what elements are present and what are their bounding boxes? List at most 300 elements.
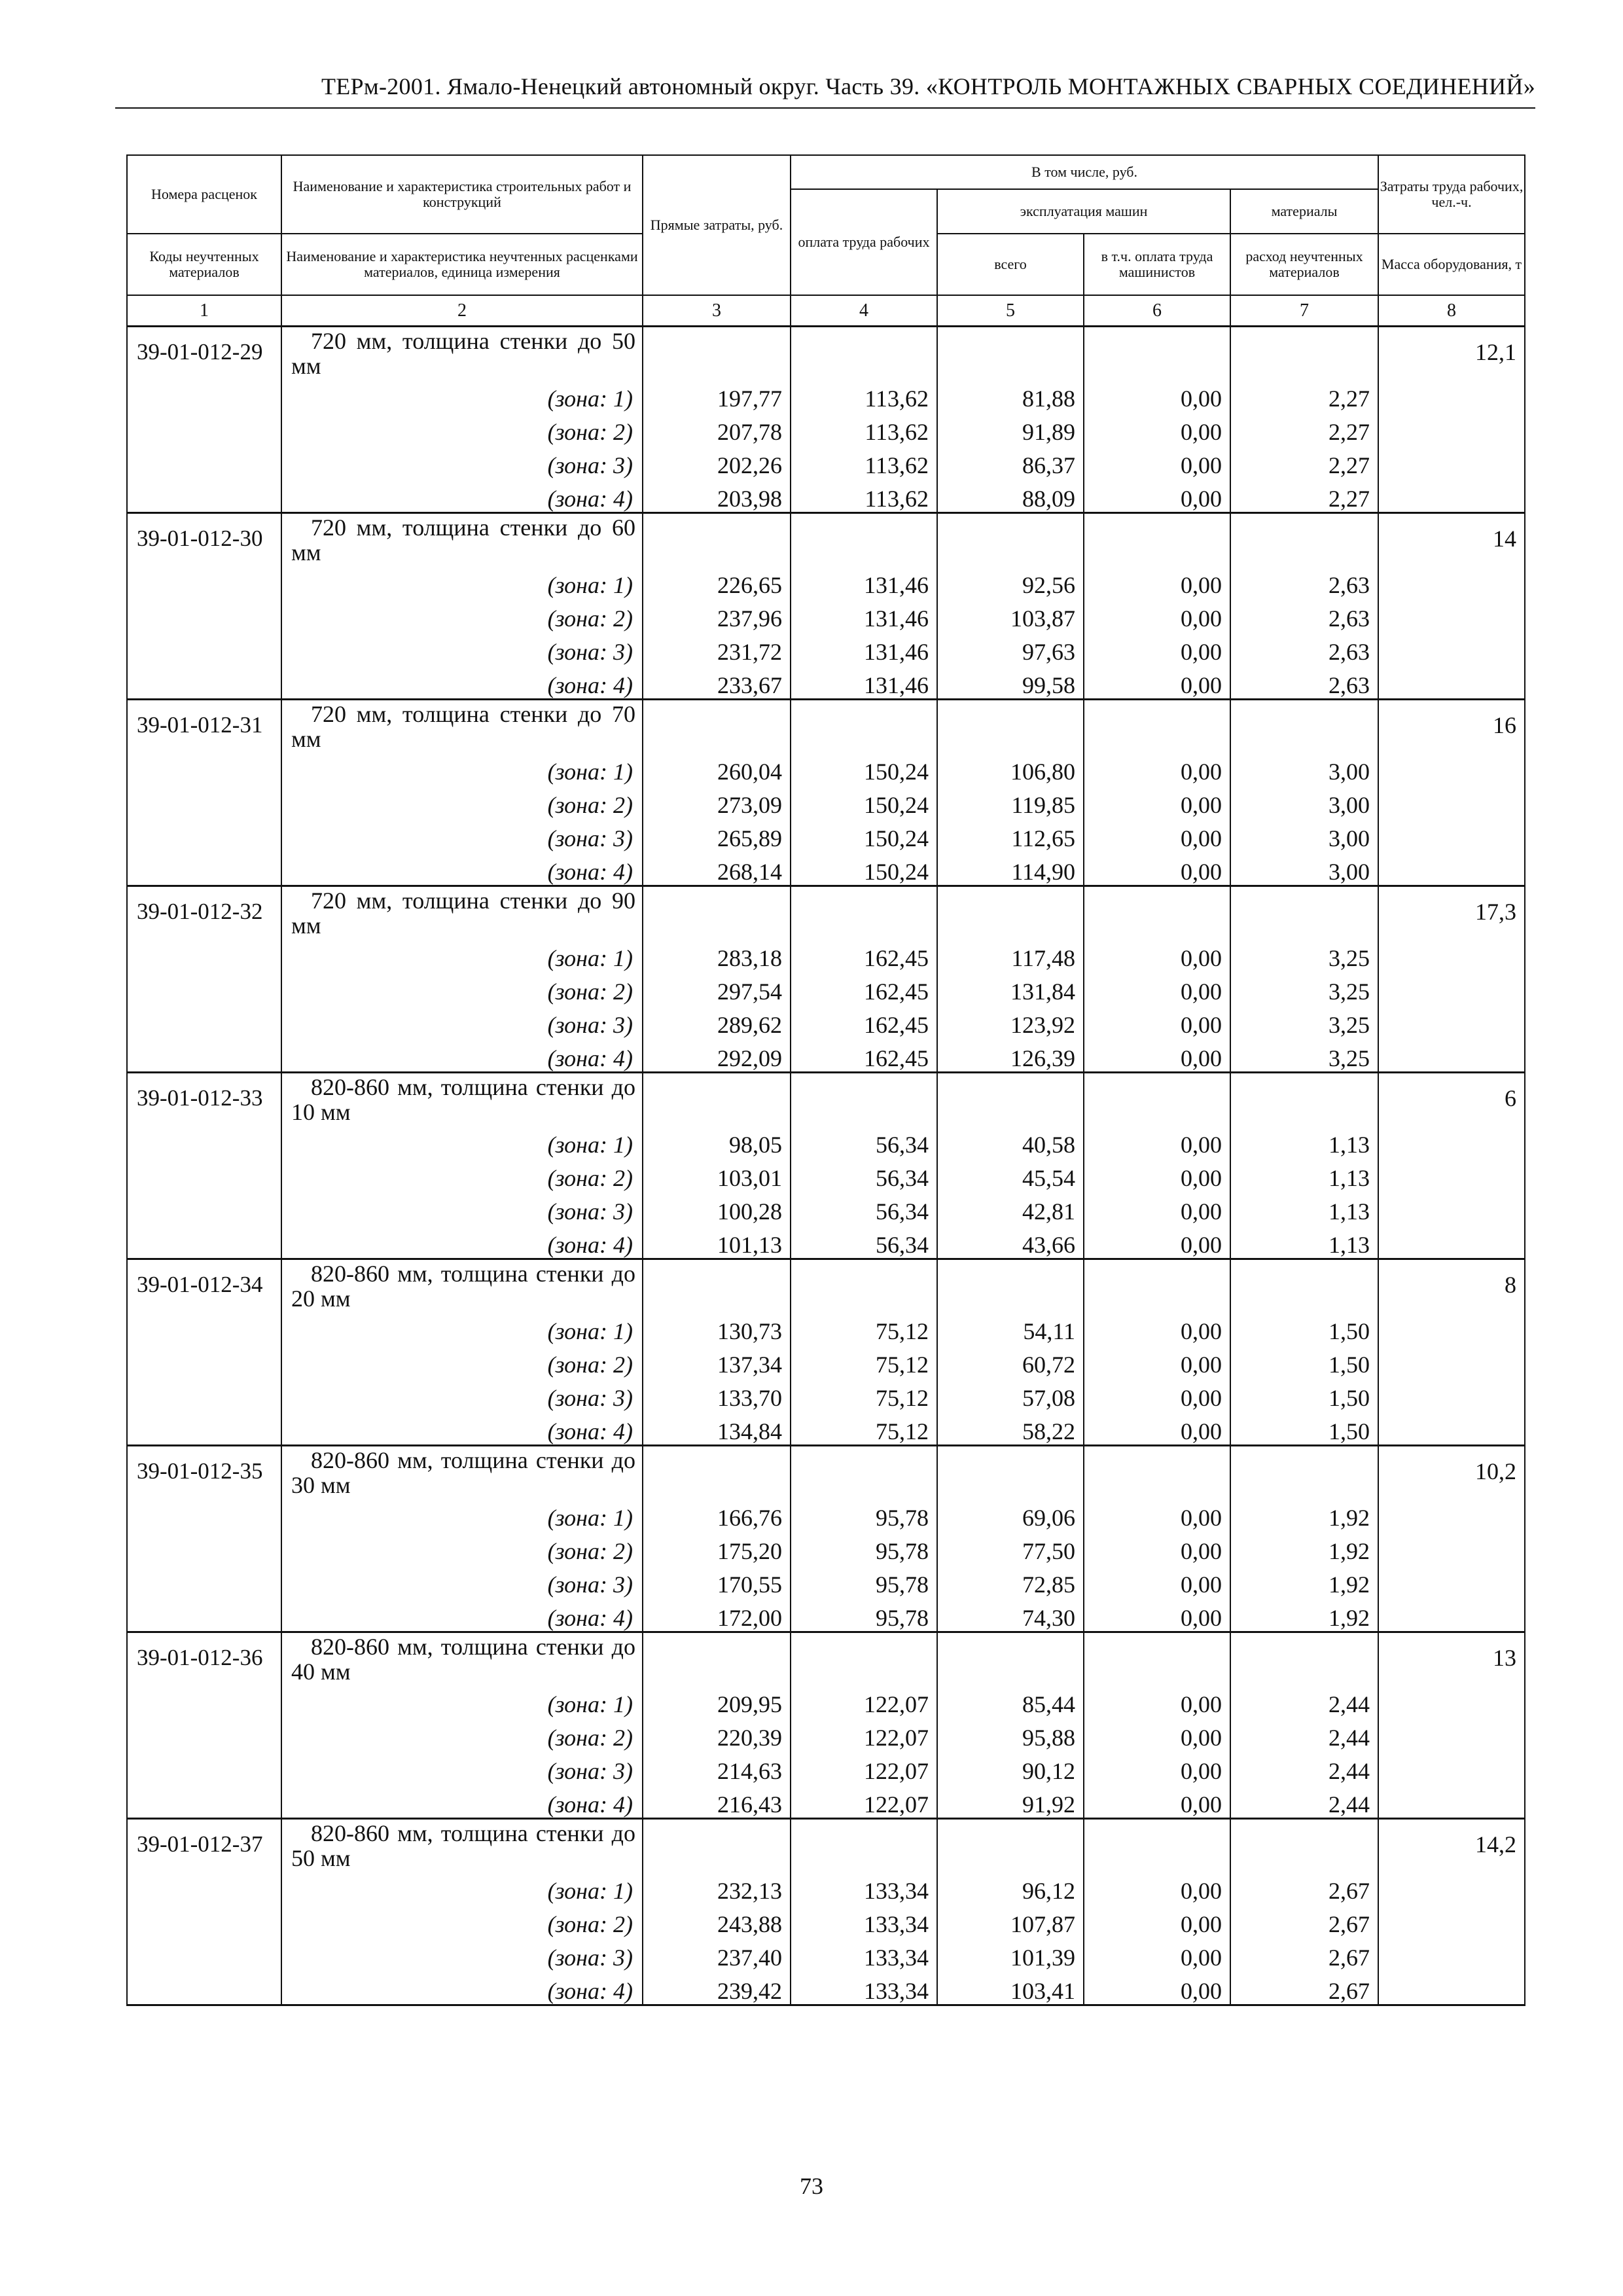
operators-wages: 0,00 [1084,1564,1230,1598]
machines-total: 126,39 [937,1038,1084,1073]
col3-header: Прямые затраты, руб. [643,155,791,295]
empty-cell [1230,1259,1378,1312]
zone-label: (зона: 2) [281,1717,643,1751]
zone-label: (зона: 4) [281,1598,643,1632]
equipment-mass: 13 [1378,1632,1525,1819]
operators-wages: 0,00 [1084,1784,1230,1819]
materials-cost: 2,27 [1230,378,1378,412]
labor-wages: 162,45 [791,1038,937,1073]
rate-name-line: 10 мм [291,1099,351,1125]
operators-wages: 0,00 [1084,1684,1230,1717]
operators-wages: 0,00 [1084,1598,1230,1632]
column-number: 2 [281,295,643,327]
labor-wages: 95,78 [791,1498,937,1531]
rate-name-line: мм [291,726,321,752]
labor-wages: 56,34 [791,1191,937,1225]
zone-row [127,1124,1525,1158]
materials-cost: 2,67 [1230,1871,1378,1904]
rates-table [126,154,1525,2006]
machines-total: 97,63 [937,632,1084,665]
machines-total: 103,87 [937,598,1084,632]
rate-row [127,700,1525,752]
rate-code: 39-01-012-37 [127,1819,281,2005]
operators-wages: 0,00 [1084,852,1230,886]
labor-wages: 150,24 [791,785,937,818]
zone-label: (зона: 3) [281,632,643,665]
materials-cost: 1,92 [1230,1564,1378,1598]
operators-wages: 0,00 [1084,1311,1230,1344]
labor-wages: 133,34 [791,1871,937,1904]
operators-wages: 0,00 [1084,971,1230,1005]
equipment-mass: 14,2 [1378,1819,1525,2005]
labor-wages: 113,62 [791,445,937,478]
rate-row [127,886,1525,939]
machines-total: 92,56 [937,565,1084,598]
materials-header: материалы [1230,189,1378,234]
machines-total: 112,65 [937,818,1084,852]
zone-label: (зона: 4) [281,1225,643,1259]
materials-cost: 1,13 [1230,1158,1378,1191]
operators-wages: 0,00 [1084,565,1230,598]
col4-header: оплата труда рабочих [791,189,937,295]
empty-cell [937,1632,1084,1685]
labor-wages: 122,07 [791,1684,937,1717]
materials-cost: 1,50 [1230,1411,1378,1446]
operators-wages: 0,00 [1084,1937,1230,1971]
machines-total: 74,30 [937,1598,1084,1632]
machines-total: 86,37 [937,445,1084,478]
zone-label: (зона: 4) [281,852,643,886]
empty-cell [791,513,937,565]
direct-costs: 243,88 [643,1904,791,1937]
direct-costs: 203,98 [643,478,791,513]
zone-row [127,1784,1525,1819]
direct-costs: 202,26 [643,445,791,478]
rate-name-line: 720 мм, толщина стенки до 90 [311,888,635,914]
materials-cost: 1,92 [1230,1531,1378,1564]
zone-label: (зона: 4) [281,1784,643,1819]
direct-costs: 283,18 [643,938,791,971]
empty-cell [937,513,1084,565]
operators-wages: 0,00 [1084,1038,1230,1073]
direct-costs: 268,14 [643,852,791,886]
empty-cell [643,1446,791,1498]
empty-cell [937,1073,1084,1125]
operators-wages: 0,00 [1084,938,1230,971]
rate-row [127,513,1525,565]
zone-label: (зона: 1) [281,1498,643,1531]
labor-wages: 133,34 [791,1937,937,1971]
direct-costs: 289,62 [643,1005,791,1038]
machines-total: 114,90 [937,852,1084,886]
zone-label: (зона: 1) [281,1124,643,1158]
zone-row [127,1005,1525,1038]
zone-row [127,378,1525,412]
zone-label: (зона: 1) [281,1311,643,1344]
labor-wages: 95,78 [791,1598,937,1632]
zone-row [127,1971,1525,2005]
empty-cell [1230,513,1378,565]
machines-total: 45,54 [937,1158,1084,1191]
zone-label: (зона: 4) [281,1971,643,2005]
materials-cost: 1,92 [1230,1598,1378,1632]
empty-cell [937,700,1084,752]
direct-costs: 133,70 [643,1378,791,1411]
labor-wages: 133,34 [791,1904,937,1937]
zone-label: (зона: 1) [281,1684,643,1717]
materials-cost: 2,27 [1230,445,1378,478]
direct-costs: 233,67 [643,665,791,700]
column-number: 1 [127,295,281,327]
operators-wages: 0,00 [1084,1971,1230,2005]
rate-name-line: 720 мм, толщина стенки до 50 [311,328,635,354]
operators-wages: 0,00 [1084,785,1230,818]
operators-wages: 0,00 [1084,1411,1230,1446]
operators-wages: 0,00 [1084,1751,1230,1784]
zone-row [127,938,1525,971]
zone-label: (зона: 1) [281,1871,643,1904]
zone-label: (зона: 4) [281,1038,643,1073]
labor-wages: 122,07 [791,1784,937,1819]
operators-wages: 0,00 [1084,1904,1230,1937]
group-header: В том числе, руб. [791,155,1378,189]
rate-row [127,1073,1525,1125]
empty-cell [791,700,937,752]
zone-row [127,565,1525,598]
labor-wages: 95,78 [791,1564,937,1598]
rate-name-line: 820-860 мм, толщина стенки до [311,1634,635,1660]
rate-row [127,1632,1525,1685]
operators-wages: 0,00 [1084,598,1230,632]
machines-header: эксплуатация машин [937,189,1230,234]
direct-costs: 175,20 [643,1531,791,1564]
materials-cost: 2,27 [1230,412,1378,445]
zone-row [127,1717,1525,1751]
zone-row [127,598,1525,632]
direct-costs: 101,13 [643,1225,791,1259]
empty-cell [937,886,1084,939]
operators-wages: 0,00 [1084,1717,1230,1751]
direct-costs: 207,78 [643,412,791,445]
direct-costs: 216,43 [643,1784,791,1819]
rate-name-line: 40 мм [291,1659,351,1685]
empty-cell [791,1632,937,1685]
labor-wages: 162,45 [791,1005,937,1038]
machines-total: 106,80 [937,751,1084,785]
operators-wages: 0,00 [1084,1124,1230,1158]
rate-name-line: 820-860 мм, толщина стенки до [311,1074,635,1100]
zone-row [127,665,1525,700]
direct-costs: 265,89 [643,818,791,852]
zone-row [127,785,1525,818]
machines-total: 123,92 [937,1005,1084,1038]
materials-cost: 1,13 [1230,1225,1378,1259]
col1-bottom-header: Коды неучтенных материалов [127,234,281,295]
empty-cell [791,1819,937,1871]
operators-wages: 0,00 [1084,1191,1230,1225]
zone-label: (зона: 1) [281,938,643,971]
rate-name-line: 820-860 мм, толщина стенки до [311,1447,635,1473]
direct-costs: 137,34 [643,1344,791,1378]
empty-cell [643,1259,791,1312]
operators-wages: 0,00 [1084,1344,1230,1378]
zone-row [127,1038,1525,1073]
direct-costs: 260,04 [643,751,791,785]
empty-cell [791,1446,937,1498]
zone-row [127,1531,1525,1564]
col7-header: расход неучтенных материалов [1230,234,1378,295]
empty-cell [1084,1819,1230,1871]
zone-row [127,1937,1525,1971]
empty-cell [791,327,937,379]
zone-row [127,1751,1525,1784]
direct-costs: 166,76 [643,1498,791,1531]
page-number: 73 [800,2173,823,2199]
rate-name [281,327,643,379]
rate-code: 39-01-012-30 [127,513,281,700]
machines-total: 54,11 [937,1311,1084,1344]
materials-cost: 3,25 [1230,1005,1378,1038]
zone-row [127,1871,1525,1904]
labor-wages: 75,12 [791,1311,937,1344]
materials-cost: 2,27 [1230,478,1378,513]
col5-header: всего [937,234,1084,295]
zone-label: (зона: 3) [281,818,643,852]
empty-cell [643,327,791,379]
zone-label: (зона: 2) [281,1158,643,1191]
zone-label: (зона: 3) [281,1191,643,1225]
rate-name [281,1819,643,1871]
empty-cell [1230,1819,1378,1871]
operators-wages: 0,00 [1084,1005,1230,1038]
materials-cost: 1,13 [1230,1191,1378,1225]
direct-costs: 134,84 [643,1411,791,1446]
empty-cell [643,1073,791,1125]
materials-cost: 1,92 [1230,1498,1378,1531]
materials-cost: 2,63 [1230,565,1378,598]
zone-label: (зона: 2) [281,971,643,1005]
operators-wages: 0,00 [1084,632,1230,665]
materials-cost: 1,13 [1230,1124,1378,1158]
machines-total: 72,85 [937,1564,1084,1598]
labor-wages: 162,45 [791,971,937,1005]
zone-row [127,1498,1525,1531]
machines-total: 40,58 [937,1124,1084,1158]
equipment-mass: 14 [1378,513,1525,700]
equipment-mass: 16 [1378,700,1525,886]
zone-label: (зона: 3) [281,1751,643,1784]
empty-cell [1084,513,1230,565]
empty-cell [937,1819,1084,1871]
rate-name-line: 820-860 мм, толщина стенки до [311,1261,635,1287]
empty-cell [643,886,791,939]
operators-wages: 0,00 [1084,818,1230,852]
direct-costs: 130,73 [643,1311,791,1344]
materials-cost: 2,63 [1230,598,1378,632]
empty-cell [1084,1259,1230,1312]
labor-wages: 75,12 [791,1411,937,1446]
empty-cell [1084,1073,1230,1125]
zone-row [127,852,1525,886]
rate-name [281,1259,643,1312]
empty-cell [791,886,937,939]
col2-top-header: Наименование и характеристика строительных работ и конструкций [281,155,643,234]
zone-row [127,632,1525,665]
machines-total: 99,58 [937,665,1084,700]
direct-costs: 297,54 [643,971,791,1005]
direct-costs: 172,00 [643,1598,791,1632]
direct-costs: 226,65 [643,565,791,598]
labor-wages: 113,62 [791,412,937,445]
empty-cell [1230,700,1378,752]
zone-label: (зона: 2) [281,785,643,818]
direct-costs: 100,28 [643,1191,791,1225]
zone-row [127,412,1525,445]
operators-wages: 0,00 [1084,412,1230,445]
rate-code: 39-01-012-35 [127,1446,281,1632]
page-header [115,71,1535,109]
equipment-mass: 12,1 [1378,327,1525,513]
zone-row [127,1225,1525,1259]
rate-name [281,886,643,939]
operators-wages: 0,00 [1084,1158,1230,1191]
column-number: 3 [643,295,791,327]
column-number: 5 [937,295,1084,327]
materials-cost: 1,50 [1230,1311,1378,1344]
materials-cost: 2,44 [1230,1784,1378,1819]
machines-total: 96,12 [937,1871,1084,1904]
zone-row [127,1158,1525,1191]
materials-cost: 3,25 [1230,971,1378,1005]
rate-code: 39-01-012-31 [127,700,281,886]
empty-cell [1230,327,1378,379]
rate-name-line: 30 мм [291,1472,351,1498]
empty-cell [1084,1446,1230,1498]
materials-cost: 2,67 [1230,1971,1378,2005]
column-number: 4 [791,295,937,327]
zone-label: (зона: 1) [281,378,643,412]
direct-costs: 220,39 [643,1717,791,1751]
materials-cost: 2,44 [1230,1717,1378,1751]
direct-costs: 197,77 [643,378,791,412]
rate-code: 39-01-012-34 [127,1259,281,1446]
direct-costs: 232,13 [643,1871,791,1904]
labor-wages: 150,24 [791,818,937,852]
machines-total: 131,84 [937,971,1084,1005]
empty-cell [937,1446,1084,1498]
machines-total: 107,87 [937,1904,1084,1937]
materials-cost: 2,63 [1230,632,1378,665]
direct-costs: 170,55 [643,1564,791,1598]
column-number: 8 [1378,295,1525,327]
materials-cost: 1,50 [1230,1378,1378,1411]
machines-total: 60,72 [937,1344,1084,1378]
zone-row [127,1311,1525,1344]
labor-wages: 113,62 [791,378,937,412]
zone-label: (зона: 2) [281,412,643,445]
materials-cost: 3,00 [1230,785,1378,818]
direct-costs: 237,40 [643,1937,791,1971]
machines-total: 69,06 [937,1498,1084,1531]
machines-total: 42,81 [937,1191,1084,1225]
rate-row [127,327,1525,379]
rate-name [281,513,643,565]
col2-bottom-header: Наименование и характеристика неучтенных расценками материалов, единица измерения [281,234,643,295]
zone-label: (зона: 3) [281,445,643,478]
zone-row [127,1598,1525,1632]
machines-total: 101,39 [937,1937,1084,1971]
zone-row [127,445,1525,478]
zone-label: (зона: 4) [281,1411,643,1446]
operators-wages: 0,00 [1084,378,1230,412]
empty-cell [1084,700,1230,752]
direct-costs: 292,09 [643,1038,791,1073]
rate-name-line: 820-860 мм, толщина стенки до [311,1820,635,1846]
materials-cost: 2,44 [1230,1751,1378,1784]
machines-total: 103,41 [937,1971,1084,2005]
operators-wages: 0,00 [1084,665,1230,700]
direct-costs: 239,42 [643,1971,791,2005]
rate-code: 39-01-012-33 [127,1073,281,1259]
empty-cell [1084,886,1230,939]
labor-wages: 75,12 [791,1378,937,1411]
zone-label: (зона: 3) [281,1564,643,1598]
operators-wages: 0,00 [1084,445,1230,478]
col1-top-header: Номера расценок [127,155,281,234]
direct-costs: 214,63 [643,1751,791,1784]
rate-row [127,1819,1525,1871]
zone-label: (зона: 2) [281,1531,643,1564]
labor-wages: 131,46 [791,565,937,598]
header-title: ТЕРм-2001. Ямало-Ненецкий автономный округ. Часть 39. «КОНТРОЛЬ МОНТАЖНЫХ СВАРНЫХ СОЕДИНЕНИЙ» [321,73,1535,99]
col8-bottom-header: Масса оборудования, т [1378,234,1525,295]
machines-total: 95,88 [937,1717,1084,1751]
zone-label: (зона: 3) [281,1937,643,1971]
rate-name-line: мм [291,912,321,939]
equipment-mass: 8 [1378,1259,1525,1446]
labor-wages: 95,78 [791,1531,937,1564]
labor-wages: 131,46 [791,665,937,700]
machines-total: 88,09 [937,478,1084,513]
direct-costs: 273,09 [643,785,791,818]
zone-row [127,1904,1525,1937]
machines-total: 58,22 [937,1411,1084,1446]
direct-costs: 231,72 [643,632,791,665]
operators-wages: 0,00 [1084,478,1230,513]
table-header [127,155,1525,327]
zone-label: (зона: 2) [281,1344,643,1378]
machines-total: 77,50 [937,1531,1084,1564]
empty-cell [1230,1632,1378,1685]
machines-total: 91,92 [937,1784,1084,1819]
direct-costs: 98,05 [643,1124,791,1158]
empty-cell [643,700,791,752]
zone-label: (зона: 1) [281,751,643,785]
rate-name [281,1446,643,1498]
machines-total: 43,66 [937,1225,1084,1259]
zone-row [127,1344,1525,1378]
equipment-mass: 6 [1378,1073,1525,1259]
materials-cost: 1,50 [1230,1344,1378,1378]
rate-code: 39-01-012-36 [127,1632,281,1819]
materials-cost: 3,00 [1230,751,1378,785]
empty-cell [1230,1446,1378,1498]
operators-wages: 0,00 [1084,1531,1230,1564]
rate-code: 39-01-012-29 [127,327,281,513]
rate-name [281,1073,643,1125]
rates-body [127,327,1525,2005]
column-number: 6 [1084,295,1230,327]
